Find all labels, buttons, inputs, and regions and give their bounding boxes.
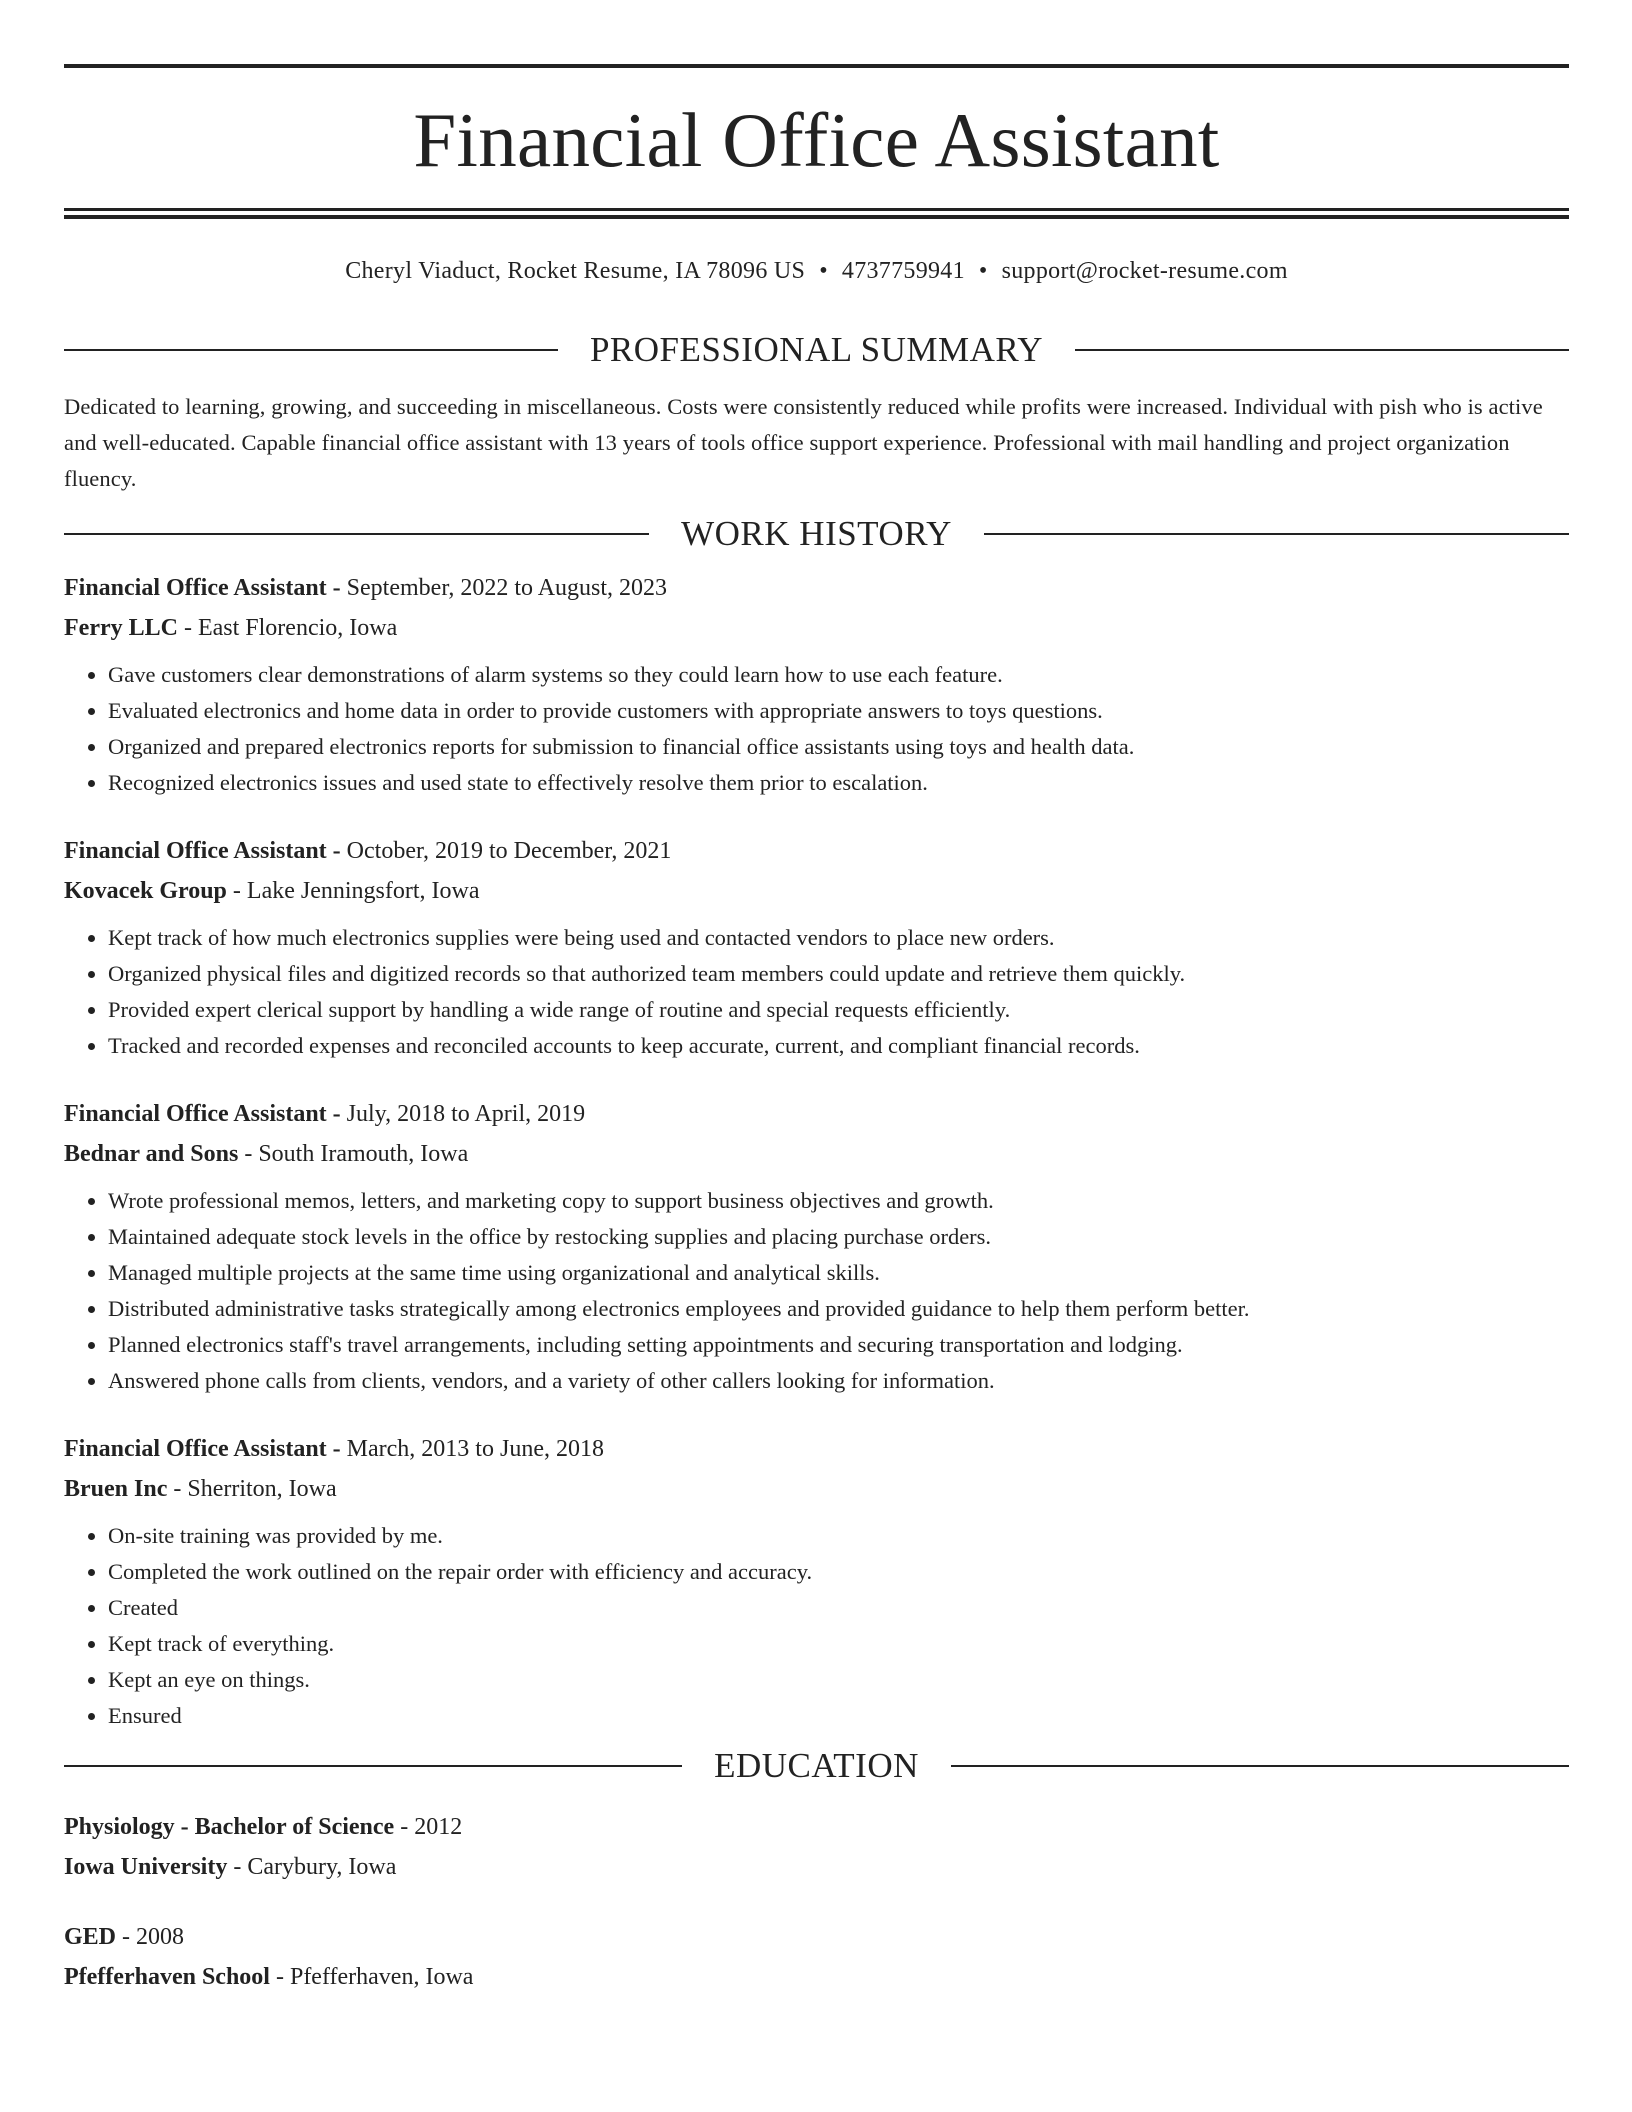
education-degree-line <box>64 1807 1569 1847</box>
job-title: Financial Office Assistant <box>64 1436 327 1462</box>
job-entry <box>64 1094 1569 1399</box>
job-bullet: • Maintained adequate stock levels in the office by restocking supplies and placing purchase orders. <box>108 1219 1569 1255</box>
education-dash: - <box>116 1924 137 1950</box>
job-dash: - <box>326 838 347 864</box>
job-bullet: • Recognized electronics issues and used state to effectively resolve them prior to escalation. <box>108 765 1569 801</box>
contact-separator: • <box>978 258 988 284</box>
job-title: Financial Office Assistant <box>64 1101 327 1127</box>
job-bullet: • Organized physical files and digitized records so that authorized team members could update and retrieve them quickly. <box>108 956 1569 992</box>
job-company: Bruen Inc <box>64 1476 168 1502</box>
job-bullet: • Kept track of how much electronics supplies were being used and contacted vendors to place new orders. <box>108 920 1569 956</box>
education-entry <box>64 1807 1569 1887</box>
summary-heading: PROFESSIONAL SUMMARY <box>589 330 1044 369</box>
job-company-line <box>64 1469 1569 1509</box>
education-section-heading <box>64 1748 1569 1783</box>
contact-address: Cheryl Viaduct, Rocket Resume, IA 78096 US <box>345 258 806 284</box>
job-bullet: • Planned electronics staff's travel arrangements, including setting appointments and securing transportation and lodging. <box>108 1327 1569 1363</box>
education-school: Iowa University <box>64 1854 228 1880</box>
job-bullet: • Kept track of everything. <box>108 1626 1569 1662</box>
job-bullet: • Tracked and recorded expenses and reconciled accounts to keep accurate, current, and compliant financial records. <box>108 1028 1569 1064</box>
job-bullet: • On-site training was provided by me. <box>108 1518 1569 1554</box>
job-dash: - <box>326 1436 347 1462</box>
education-dash: - <box>269 1964 290 1990</box>
job-location: Lake Jenningsfort, Iowa <box>246 878 480 904</box>
job-title-line <box>64 1429 1569 1469</box>
heading-rule-right <box>1075 349 1569 351</box>
job-bullets <box>64 920 1569 1064</box>
job-dash: - <box>167 1476 188 1502</box>
job-location: East Florencio, Iowa <box>197 615 398 641</box>
resume-content <box>64 64 1569 1997</box>
job-dash: - <box>238 1141 259 1167</box>
education-year: 2012 <box>414 1814 463 1840</box>
contact-line <box>64 259 1569 283</box>
job-bullet: • Created <box>108 1590 1569 1626</box>
job-dates: September, 2022 to August, 2023 <box>346 575 668 601</box>
job-title-line <box>64 831 1569 871</box>
education-dash: - <box>394 1814 415 1840</box>
job-dash: - <box>326 1101 347 1127</box>
job-company: Ferry LLC <box>64 615 178 641</box>
summary-text: Dedicated to learning, growing, and succeeding in miscellaneous. Costs were consistently reduced while profits were increased. Individual with pish who is active and well-educated. Capable financial office assistant with 13 years of tools office support experience. Professional with mail handling and project organization fluency. <box>64 394 1543 491</box>
contact-email: support@rocket-resume.com <box>1001 258 1288 284</box>
contact-phone: 4737759941 <box>841 258 965 284</box>
job-bullet: • Distributed administrative tasks strategically among electronics employees and provided guidance to help them perform better. <box>108 1291 1569 1327</box>
job-bullet: • Answered phone calls from clients, vendors, and a variety of other callers looking for information. <box>108 1363 1569 1399</box>
title-double-rule <box>64 208 1569 219</box>
job-bullets <box>64 1518 1569 1734</box>
job-entry <box>64 568 1569 801</box>
job-entry <box>64 831 1569 1064</box>
job-bullet: • Managed multiple projects at the same time using organizational and analytical skills. <box>108 1255 1569 1291</box>
job-dash: - <box>226 878 247 904</box>
education-degree-line <box>64 1917 1569 1957</box>
job-title: Financial Office Assistant <box>64 575 327 601</box>
job-bullet: • Provided expert clerical support by handling a wide range of routine and special requests efficiently. <box>108 992 1569 1028</box>
job-location: South Iramouth, Iowa <box>258 1141 469 1167</box>
education-year: 2008 <box>136 1924 185 1950</box>
heading-rule-left <box>64 349 558 351</box>
job-dates: July, 2018 to April, 2019 <box>346 1101 586 1127</box>
heading-rule-right <box>951 1765 1569 1767</box>
contact-separator: • <box>819 258 828 284</box>
job-company-line <box>64 1134 1569 1174</box>
summary-section-heading <box>64 332 1569 367</box>
education-degree: Physiology - Bachelor of Science <box>64 1814 395 1840</box>
job-bullet: • Gave customers clear demonstrations of alarm systems so they could learn how to use each feature. <box>108 657 1569 693</box>
education-school: Pfefferhaven School <box>64 1964 270 1990</box>
job-bullet: • Ensured <box>108 1698 1569 1734</box>
job-bullets <box>64 657 1569 801</box>
education-heading: EDUCATION <box>714 1746 919 1785</box>
top-rule <box>64 64 1569 68</box>
work-history-list <box>64 568 1569 1734</box>
job-bullet: • Wrote professional memos, letters, and marketing copy to support business objectives and growth. <box>108 1183 1569 1219</box>
job-company-line <box>64 608 1569 648</box>
job-bullet: • Organized and prepared electronics reports for submission to financial office assistants using toys and health data. <box>108 729 1569 765</box>
education-dash: - <box>227 1854 248 1880</box>
job-dates: October, 2019 to December, 2021 <box>346 838 672 864</box>
job-bullet: • Evaluated electronics and home data in order to provide customers with appropriate answers to toys questions. <box>108 693 1569 729</box>
job-company-line <box>64 871 1569 911</box>
job-company: Bednar and Sons <box>64 1141 239 1167</box>
education-school-line <box>64 1847 1569 1887</box>
job-dash: - <box>177 615 198 641</box>
education-location: Pfefferhaven, Iowa <box>289 1964 474 1990</box>
job-title-line <box>64 568 1569 608</box>
heading-rule-left <box>64 533 649 535</box>
job-dash: - <box>326 575 347 601</box>
job-bullet: • Completed the work outlined on the repair order with efficiency and accuracy. <box>108 1554 1569 1590</box>
job-title-line <box>64 1094 1569 1134</box>
education-school-line <box>64 1957 1569 1997</box>
job-location: Sherriton, Iowa <box>187 1476 337 1502</box>
heading-rule-left <box>64 1765 682 1767</box>
resume-title: Financial Office Assistant <box>413 97 1220 183</box>
education-entry <box>64 1917 1569 1997</box>
heading-rule-right <box>984 533 1569 535</box>
work-heading: WORK HISTORY <box>681 514 952 553</box>
job-title: Financial Office Assistant <box>64 838 327 864</box>
education-degree: GED <box>64 1924 117 1950</box>
job-bullets <box>64 1183 1569 1399</box>
job-company: Kovacek Group <box>64 878 227 904</box>
job-dates: March, 2013 to June, 2018 <box>346 1436 604 1462</box>
education-location: Carybury, Iowa <box>247 1854 397 1880</box>
work-section-heading <box>64 516 1569 551</box>
job-bullet: • Kept an eye on things. <box>108 1662 1569 1698</box>
job-entry <box>64 1429 1569 1734</box>
